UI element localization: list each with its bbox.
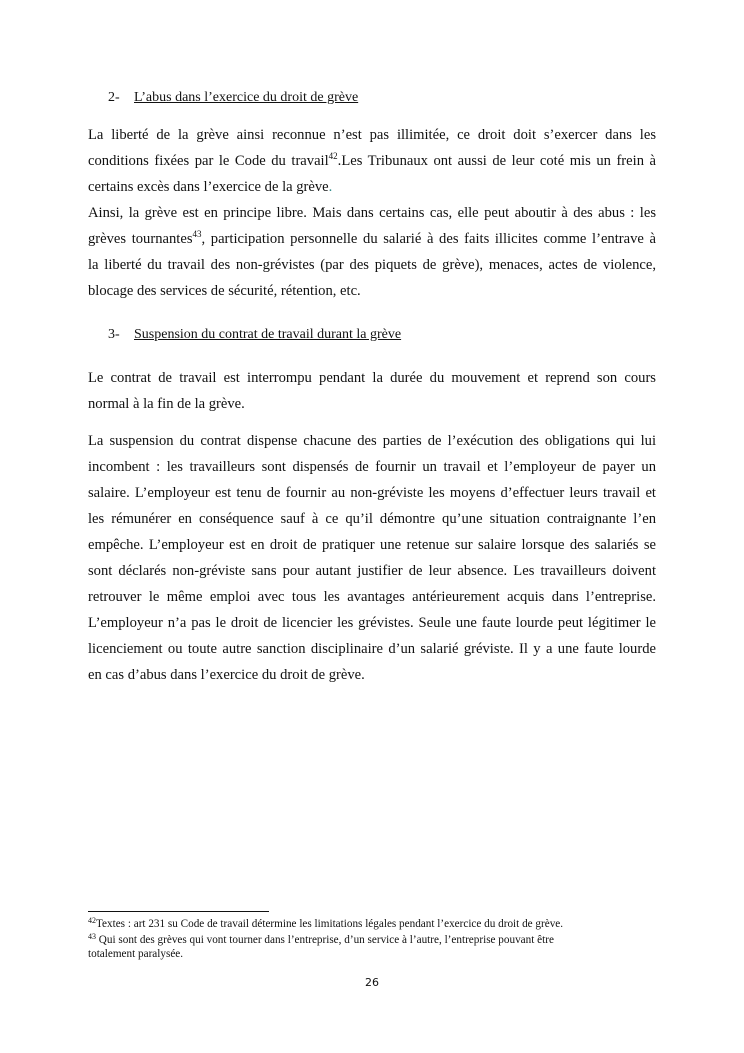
paragraph-line: en cas d’abus dans l’exercice du droit de grève. [88, 667, 365, 683]
paragraph-4 [88, 428, 656, 688]
paragraph-line: L’employeur n’a pas le droit de licencier les grévistes. Seule une faute lourde peut légitimer le [88, 615, 656, 631]
paragraph-line: grèves tournantes$^{43}$, participation personnelle du salarié à des faits illicites comme l’entrave à [88, 229, 656, 247]
section-heading-3 [108, 326, 401, 344]
paragraph-line: salaire. L’employeur est tenu de fournir au non-gréviste les moyens d’effectuer leurs travail et [88, 485, 656, 501]
page-number: 26 [365, 976, 379, 989]
paragraph-line: les rémunérer en conséquence sauf à ce qu’il démontre qu’une situation contraignante l’en [88, 511, 656, 527]
paragraph-line: La liberté de la grève ainsi reconnue n’est pas illimitée, ce droit doit s’exercer dans les [88, 127, 656, 143]
paragraph-line: certains excès dans l’exercice de la grève. [88, 179, 333, 195]
paragraph-line: sont déclarés non-gréviste sans pour autant justifier de leur absence. Les travailleurs doivent [88, 563, 656, 579]
paragraph-line: Le contrat de travail est interrompu pendant la durée du mouvement et reprend son cours [88, 370, 656, 386]
paragraph-3 [88, 365, 656, 417]
paragraph-line: empêche. L’employeur est en droit de pratiquer une retenue sur salaire lorsque des salariés se [88, 537, 656, 553]
footnote-number: 43 [88, 932, 96, 941]
footnote-separator [88, 911, 269, 912]
paragraph-line: normal à la fin de la grève. [88, 396, 245, 412]
footnote-number: 42 [88, 916, 96, 925]
paragraph-line: la liberté du travail des non-grévistes (par des piquets de grève), menaces, actes de violence, [88, 257, 656, 273]
paragraph-line: Ainsi, la grève est en principe libre. Mais dans certains cas, elle peut aboutir à des abus : les [88, 205, 656, 221]
paragraph-line: conditions fixées par le Code du travail$^{42}$.Les Tribunaux ont aussi de leur coté mis un frein à [88, 151, 656, 169]
section-number: 2- [108, 90, 120, 105]
footnote-ref-43: 43 [192, 229, 202, 239]
paragraph-line: blocage des services de sécurité, rétention, etc. [88, 283, 361, 299]
section-number: 3- [108, 327, 120, 342]
footnote-text: totalement paralysée. [88, 948, 184, 960]
section-title: Suspension du contrat de travail durant la grève [134, 327, 402, 342]
footnote-text: Qui sont des grèves qui vont tourner dans l’entreprise, d’un service à l’autre, l’entreprise pouvant être [96, 934, 554, 946]
footnote-ref-42: 42 [328, 151, 338, 161]
section-title: L’abus dans l’exercice du droit de grève [134, 90, 359, 105]
footnote-43 [88, 933, 658, 961]
paragraph-2 [88, 200, 656, 304]
footnote-text: Textes : art 231 su Code de travail détermine les limitations légales pendant l’exercice du droit de grève. [96, 918, 564, 930]
footnote-42 [88, 917, 658, 931]
paragraph-line: licenciement ou toute autre sanction disciplinaire d’un salarié gréviste. Il y a une faute lourde [88, 641, 656, 657]
paragraph-line: La suspension du contrat dispense chacune des parties de l’exécution des obligations qui lui [88, 433, 656, 449]
paragraph-1 [88, 122, 656, 200]
section-heading-2 [108, 89, 358, 107]
paragraph-line: retrouver le même emploi avec tous les avantages antérieurement acquis dans l’entreprise. [88, 589, 656, 605]
paragraph-line: incombent : les travailleurs sont dispensés de fournir un travail et l’employeur de payer un [88, 459, 656, 475]
